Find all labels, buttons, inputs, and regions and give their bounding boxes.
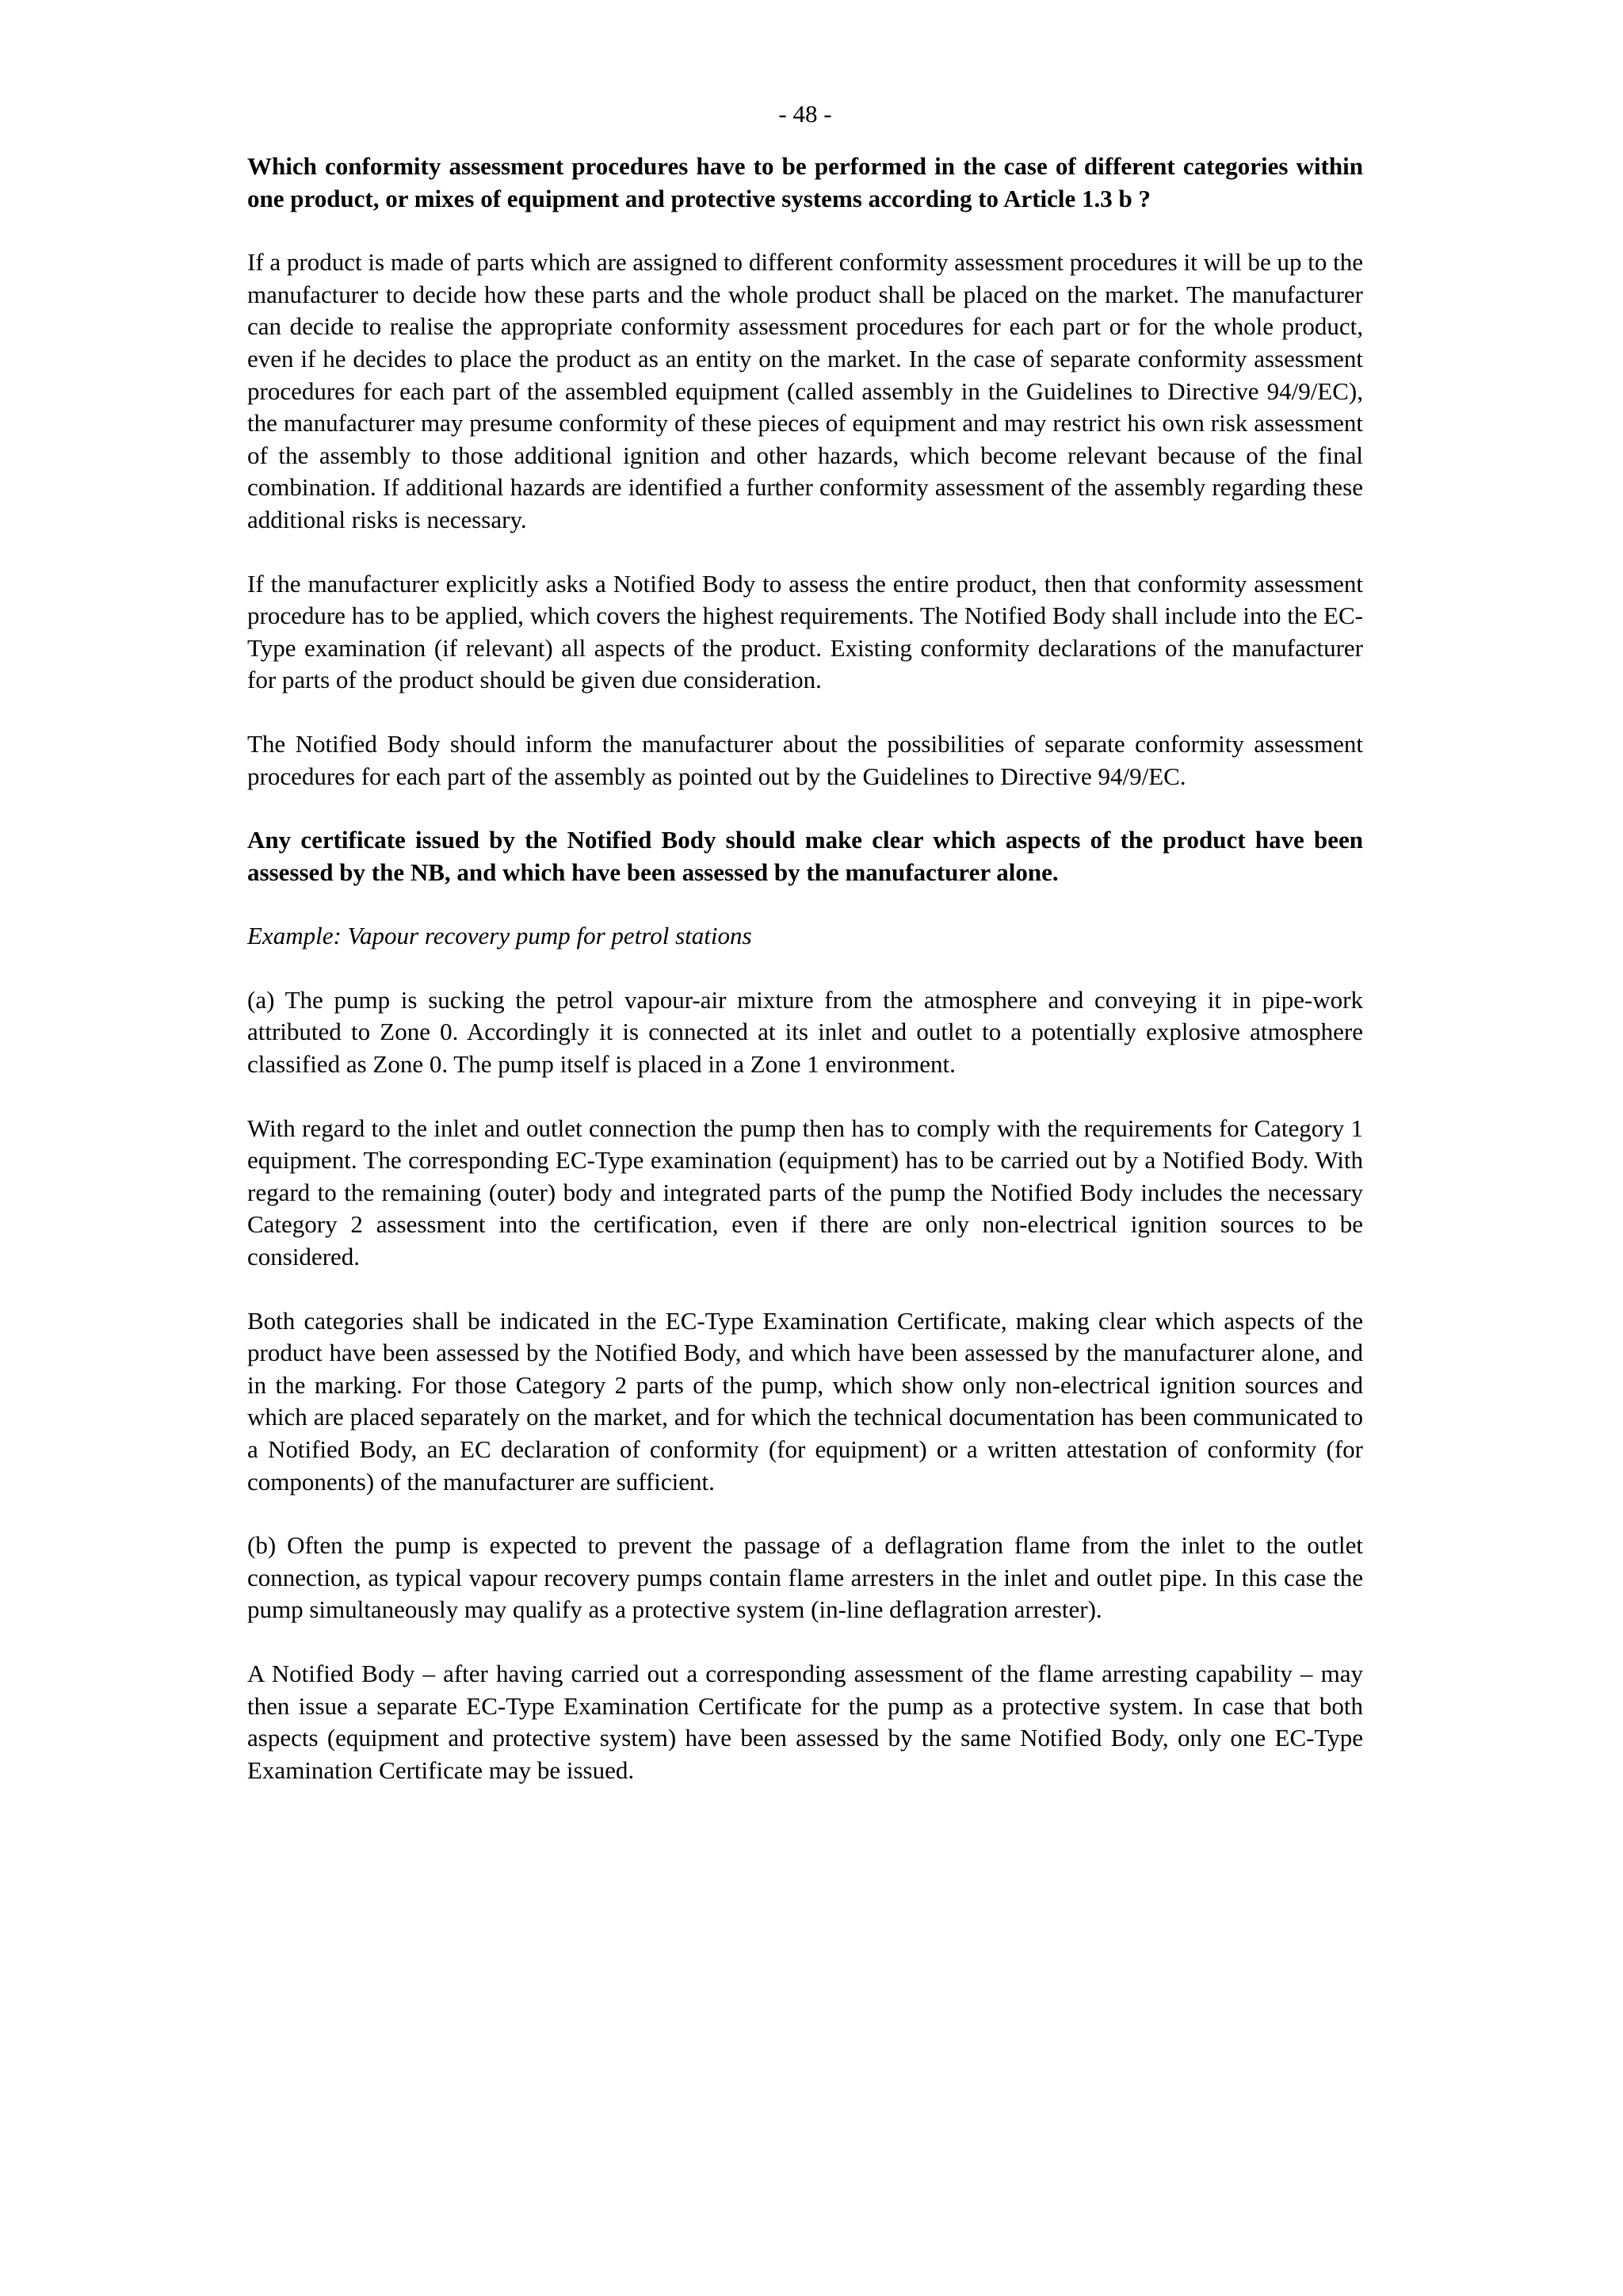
- paragraph-1: If a product is made of parts which are assigned to different conformity assessment procedures it will be up to the manufacturer to decide how these parts and the whole product shall be placed on the market. The manufacturer can decide to realise the appropriate conformity assessment procedures for each part or for the whole product, even if he decides to place the product as an entity on the market. In the case of separate conformity assessment procedures for each part of the assembled equipment (called assembly in the Guidelines to Directive 94/9/EC), the manufacturer may presume conformity of these pieces of equipment and may restrict his own risk assessment of the assembly to those additional ignition and other hazards, which become relevant because of the final combination. If additional hazards are identified a further conformity assessment of the assembly regarding these additional risks is necessary.: [247, 248, 1363, 533]
- paragraph-b: (b) Often the pump is expected to prevent the passage of a deflagration flame from the inlet to the outlet connection, as typical vapour recovery pumps contain flame arresters in the inlet and outlet pipe. In this case the pump simultaneously may qualify as a protective system (in-line deflagration arrester).: [247, 1531, 1363, 1624]
- paragraph-a: (a) The pump is sucking the petrol vapour-air mixture from the atmosphere and conveying it in pipe-work attributed to Zone 0. Accordingly it is connected at its inlet and outlet to a potentially explosive atmosphere classified as Zone 0. The pump itself is placed in a Zone 1 environment.: [247, 985, 1363, 1079]
- page-number: - 48 -: [778, 100, 832, 128]
- section-heading: Which conformity assessment procedures have to be performed in the case of different categories within one product, or mixes of equipment and protective systems according to Article 1.3 b ?: [247, 152, 1363, 212]
- paragraph-3: The Notified Body should inform the manufacturer about the possibilities of separate conformity assessment procedures for each part of the assembly as pointed out by the Guidelines to Directive 94/9/EC.: [247, 729, 1363, 790]
- paragraph-7: Both categories shall be indicated in the EC-Type Examination Certificate, making clear which aspects of the product have been assessed by the Notified Body, and which have been assessed by the manufacturer alone, and in the marking. For those Category 2 parts of the pump, which show only non-electrical ignition sources and which are placed separately on the market, and for which the technical documentation has been communicated to a Notified Body, an EC declaration of conformity (for equipment) or a written attestation of conformity (for components) of the manufacturer are sufficient.: [247, 1306, 1363, 1496]
- bold-statement: Any certificate issued by the Notified Body should make clear which aspects of the product have been assessed by the NB, and which have been assessed by the manufacturer alone.: [247, 826, 1363, 886]
- paragraph-6: With regard to the inlet and outlet connection the pump then has to comply with the requirements for Category 1 equipment. The corresponding EC-Type examination (equipment) has to be carried out by a Notified Body. With regard to the remaining (outer) body and integrated parts of the pump the Notified Body includes the necessary Category 2 assessment into the certification, even if there are only non-electrical ignition sources to be considered.: [247, 1114, 1363, 1271]
- document-page: [247, 98, 1363, 1786]
- paragraph-9: A Notified Body – after having carried out a corresponding assessment of the flame arresting capability – may then issue a separate EC-Type Examination Certificate for the pump as a protective system. In case that both aspects (equipment and protective system) have been assessed by the same Notified Body, only one EC-Type Examination Certificate may be issued.: [247, 1659, 1363, 1784]
- example-title: Example: Vapour recovery pump for petrol stations: [247, 922, 752, 950]
- paragraph-2: If the manufacturer explicitly asks a Notified Body to assess the entire product, then that conformity assessment procedure has to be applied, which covers the highest requirements. The Notified Body shall include into the EC-Type examination (if relevant) all aspects of the product. Existing conformity declarations of the manufacturer for parts of the product should be given due consideration.: [247, 569, 1363, 694]
